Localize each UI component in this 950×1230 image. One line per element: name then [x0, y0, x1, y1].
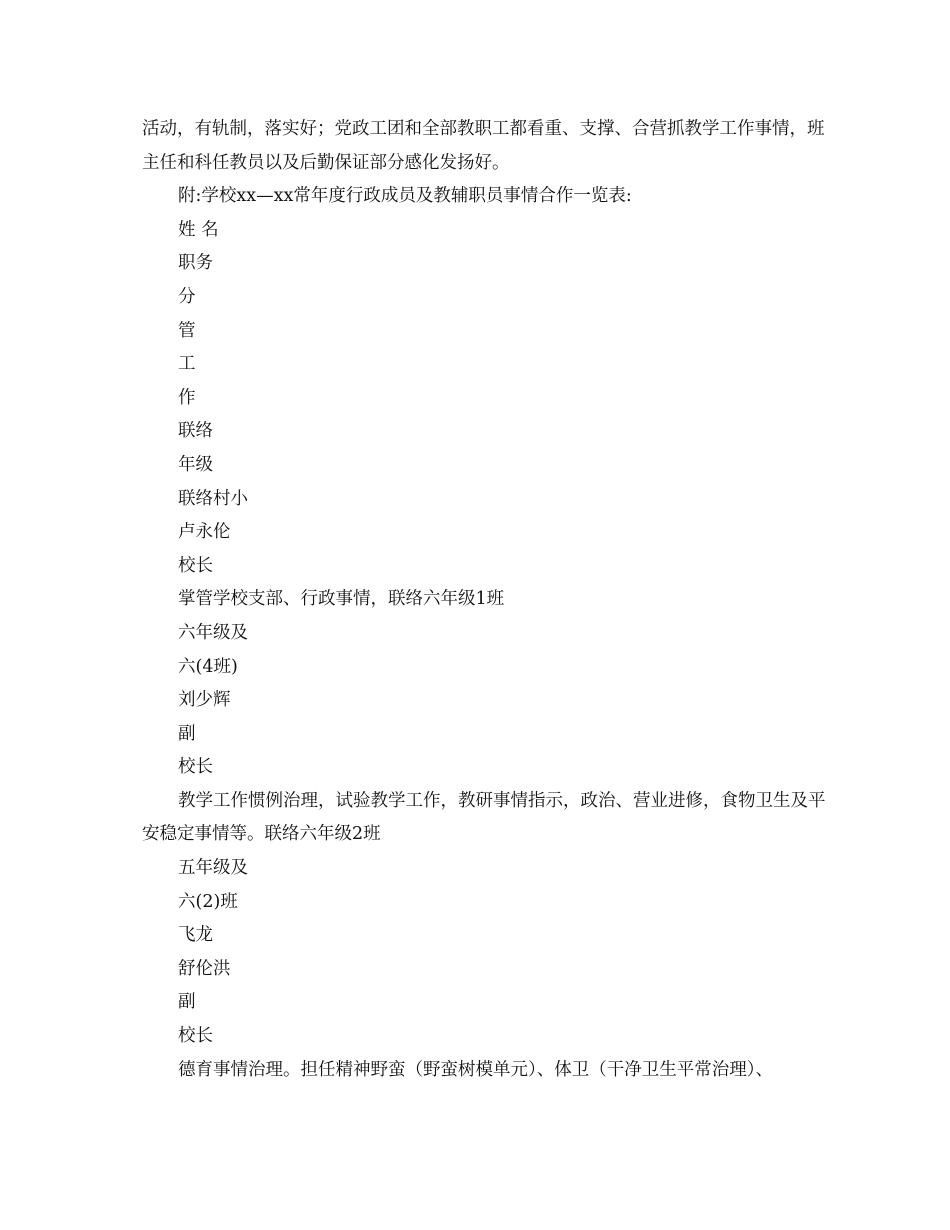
text-line: 工 — [178, 354, 196, 375]
text-line: 分 — [178, 286, 196, 307]
text-line: 掌管学校支部、行政事情，联络六年级1班 — [178, 589, 505, 610]
text-line: 德育事情治理。担任精神野蛮（野蛮树模单元）、体卫（干净卫生平常治理）、 — [178, 1059, 773, 1080]
text-line: 年级 — [178, 454, 213, 475]
text-line: 六年级及 — [178, 622, 248, 643]
text-line: 副 — [178, 723, 196, 744]
text-line: 六(4班) — [178, 656, 238, 677]
text-line: 管 — [178, 320, 196, 341]
text-line: 教学工作惯例治理，试验教学工作，教研事情指示，政治、营业进修，食物卫生及平安稳定事情等。联络六年级2班 — [142, 790, 826, 845]
text-line: 副 — [178, 992, 196, 1013]
document-page — [142, 113, 832, 1087]
text-line: 六(2)班 — [178, 891, 238, 912]
text-line: 联络村小 — [178, 488, 248, 509]
text-line: 校长 — [178, 757, 213, 778]
text-line: 舒伦洪 — [178, 958, 231, 979]
text-line: 职务 — [178, 253, 213, 274]
text-line: 校长 — [178, 1026, 213, 1047]
text-line: 五年级及 — [178, 858, 248, 879]
table-caption: 附:学校xx—xx常年度行政成员及教辅职员事情合作一览表: — [178, 186, 632, 207]
text-line: 作 — [178, 387, 196, 408]
text-line: 姓 名 — [178, 219, 219, 240]
text-line: 刘少辉 — [178, 690, 231, 711]
text-line: 校长 — [178, 555, 213, 576]
text-line: 卢永伦 — [178, 522, 231, 543]
text-line: 联络 — [178, 421, 213, 442]
text-line: 飞龙 — [178, 925, 213, 946]
paragraph-intro: 活动，有轨制，落实好；党政工团和全部教职工都看重、支撑、合营抓教学工作事情，班主任和科任教员以及后勤保证部分感化发扬好。 — [142, 119, 825, 173]
